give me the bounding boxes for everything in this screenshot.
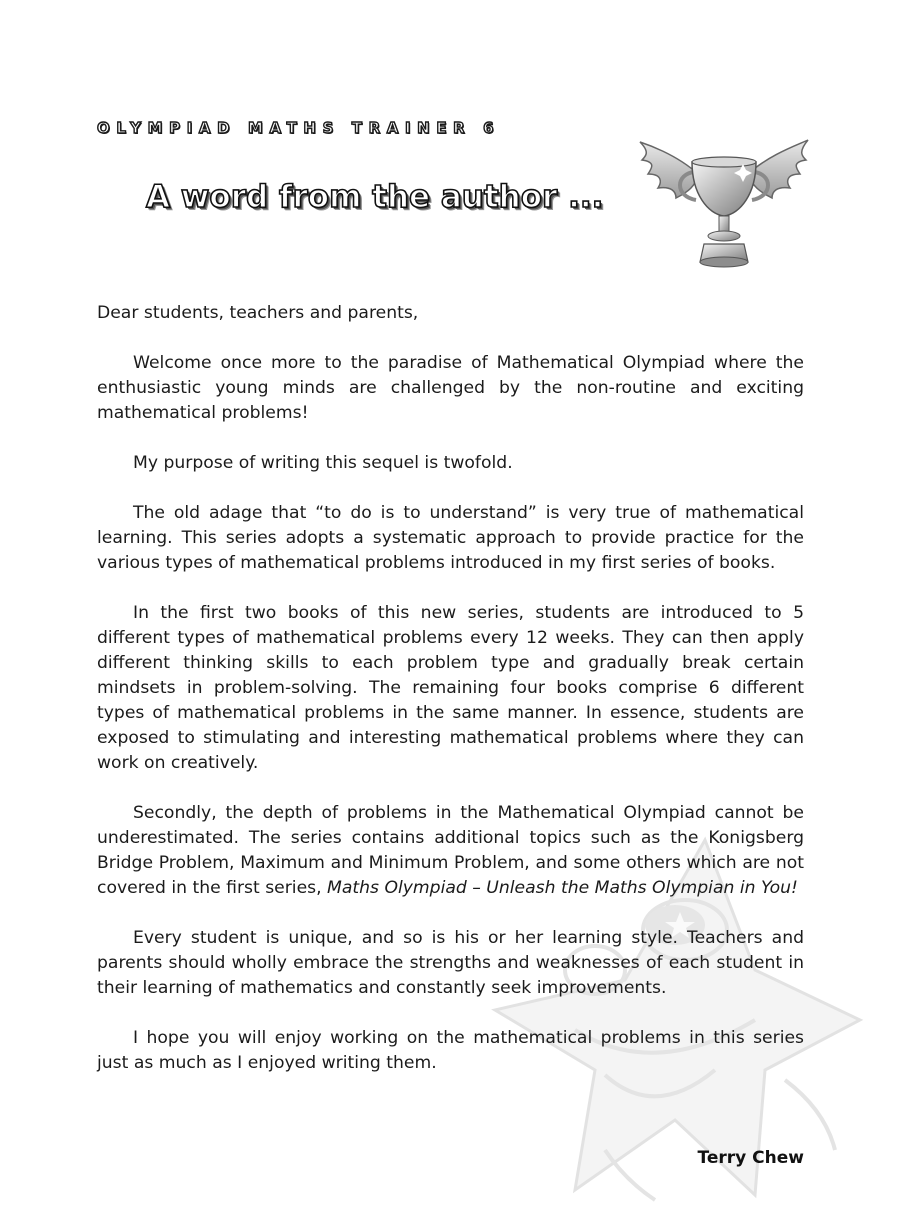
paragraph-learning-style: Every student is unique, and so is his or her learning style. Teachers and parents should wholly embrace the strengths and weaknesses of each student in their learning of mathematics and constantly seek improvements. — [97, 928, 804, 998]
author-signature: Terry Chew — [697, 1148, 804, 1168]
page-heading: A word from the author ... — [146, 179, 604, 215]
paragraph-adage: The old adage that “to do is to understand” is very true of mathematical learning. This series adopts a systematic approach to provide practice for the various types of mathematical problems introduced in my first series of books. — [97, 503, 804, 573]
salutation: Dear students, teachers and parents, — [97, 303, 419, 323]
paragraph-welcome: Welcome once more to the paradise of Mathematical Olympiad where the enthusiastic young minds are challenged by the non-routine and exciting mathematical problems! — [97, 353, 804, 423]
paragraph-closing: I hope you will enjoy working on the mathematical problems in this series just as much as I enjoyed writing them. — [97, 1028, 804, 1073]
book-title: Maths Olympiad – Unleash the Maths Olympian in You! — [327, 878, 798, 898]
paragraph-depth — [97, 801, 804, 901]
series-title: OLYMPIAD MATHS TRAINER 6 — [97, 119, 501, 137]
paragraph-purpose: My purpose of writing this sequel is twofold. — [133, 453, 513, 473]
letter-body — [97, 301, 804, 1101]
paragraph-series-structure: In the first two books of this new series, students are introduced to 5 different types of mathematical problems every 12 weeks. They can then apply different thinking skills to each problem type and gradually break certain mindsets in problem-solving. The remaining four books comprise 6 different types of mathematical problems in the same manner. In essence, students are exposed to stimulating and interesting mathematical problems where they can work on creatively. — [97, 603, 804, 773]
winged-trophy-icon — [636, 134, 812, 274]
paragraph-depth-lead: Secondly, the depth of problems in the Mathematical Olympiad cannot be underestimated. The series contains additional topics such as the Konigsberg Bridge Problem, Maximum and Minimum Problem, and some others which are not covered in the first series, — [97, 803, 804, 898]
